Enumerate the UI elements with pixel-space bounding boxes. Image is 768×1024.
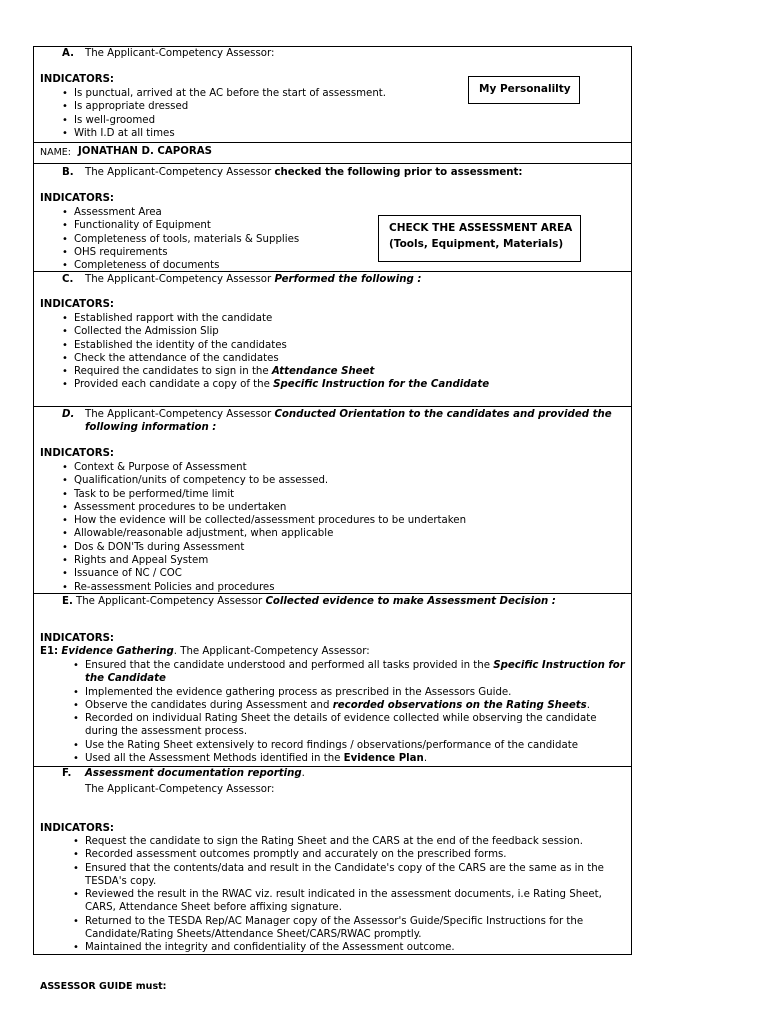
section-e-letter: E. — [62, 596, 73, 607]
list-item: • Issuance of NC / COC — [74, 567, 466, 580]
section-a-letter: A. — [62, 48, 74, 59]
section-d-letter: D. — [62, 409, 75, 420]
list-item: • Assessment procedures to be undertaken — [74, 501, 466, 514]
list-item: • OHS requirements — [74, 246, 299, 259]
list-item-continuation: the Candidate — [85, 673, 166, 685]
assessor-guide-footer: ASSESSOR GUIDE must: — [40, 981, 167, 992]
section-d-heading-cont: following information : — [85, 422, 217, 433]
section-b — [34, 164, 631, 272]
section-b-heading: The Applicant-Competency Assessor checked the following prior to assessment: — [85, 167, 523, 178]
list-item: • Is punctual, arrived at the AC before the start of assessment. — [74, 87, 386, 100]
list-item: • Is well-groomed — [74, 114, 386, 127]
list-item: • Dos & DON'Ts during Assessment — [74, 541, 466, 554]
list-item: • Provided each candidate a copy of the Specific Instruction for the Candidate — [74, 378, 489, 391]
section-d-indicators-label: INDICATORS: — [40, 448, 114, 459]
section-b-indicators-label: INDICATORS: — [40, 193, 114, 204]
list-item: • Completeness of documents — [74, 259, 299, 272]
section-f-letter: F. — [62, 768, 72, 779]
list-item-continuation: CARS, Attendance Sheet before affixing signature. — [85, 902, 342, 914]
list-item: • Completeness of tools, materials & Supplies — [74, 233, 299, 246]
section-a-indicators-label: INDICATORS: — [40, 74, 114, 85]
list-item: • Maintained the integrity and confidentiality of the Assessment outcome. — [85, 941, 604, 954]
list-item: • Use the Rating Sheet extensively to record findings / observations/performance of the candidate — [85, 739, 625, 752]
check-assessment-area-line2: (Tools, Equipment, Materials) — [389, 238, 564, 250]
section-f-indicator-list — [85, 835, 604, 955]
section-e-indicator-list — [85, 659, 625, 765]
section-b-letter: B. — [62, 167, 74, 178]
section-f-subheading: The Applicant-Competency Assessor: — [85, 784, 275, 795]
list-item: • Required the candidates to sign in the Attendance Sheet — [74, 365, 489, 378]
list-item: • Assessment Area — [74, 206, 299, 219]
name-row — [34, 142, 631, 164]
list-item: • Recorded on individual Rating Sheet the details of evidence collected while observing the candidate — [85, 712, 625, 725]
list-item: • Collected the Admission Slip — [74, 325, 489, 338]
list-item: • Established rapport with the candidate — [74, 312, 489, 325]
list-item: • Ensured that the contents/data and result in the Candidate's copy of the CARS are the same as in the — [85, 862, 604, 875]
list-item: • Context & Purpose of Assessment — [74, 461, 466, 474]
list-item: • Task to be performed/time limit — [74, 488, 466, 501]
list-item: • Established the identity of the candidates — [74, 339, 489, 352]
section-c-indicators-label: INDICATORS: — [40, 299, 114, 310]
list-item-continuation: TESDA's copy. — [85, 875, 157, 887]
check-assessment-area-box — [378, 215, 581, 262]
section-b-indicator-list — [74, 206, 299, 272]
section-e — [34, 594, 631, 767]
list-item: • Recorded assessment outcomes promptly and accurately on the prescribed forms. — [85, 848, 604, 861]
list-item-continuation: Candidate/Rating Sheets/Attendance Sheet/CARS/RWAC promptly. — [85, 929, 422, 941]
section-c-letter: C. — [62, 274, 74, 285]
section-d-heading: The Applicant-Competency Assessor Conducted Orientation to the candidates and provided the — [85, 409, 612, 420]
list-item: • Rights and Appeal System — [74, 554, 466, 567]
my-personality-box — [468, 76, 580, 104]
list-item: • How the evidence will be collected/assessment procedures to be undertaken — [74, 514, 466, 527]
list-item: • Qualification/units of competency to be assessed. — [74, 474, 466, 487]
section-e-indicators-label: INDICATORS: — [40, 633, 114, 644]
list-item: • Used all the Assessment Methods identified in the Evidence Plan. — [85, 752, 625, 765]
section-d — [34, 407, 631, 594]
list-item: • Observe the candidates during Assessment and recorded observations on the Rating Sheets. — [85, 699, 625, 712]
section-a-heading: The Applicant-Competency Assessor: — [85, 48, 275, 59]
list-item: • Reviewed the result in the RWAC viz. result indicated in the assessment documents, i.e Rating Sheet, — [85, 888, 604, 901]
section-a — [34, 47, 631, 143]
list-item: • Functionality of Equipment — [74, 219, 299, 232]
check-assessment-area-line1: CHECK THE ASSESSMENT AREA — [389, 222, 573, 234]
name-value: JONATHAN D. CAPORAS — [78, 146, 212, 157]
name-label: NAME: — [40, 147, 72, 158]
list-item: • Ensured that the candidate understood and performed all tasks provided in the Specific Instruction for — [85, 659, 625, 672]
section-e-heading: The Applicant-Competency Assessor Collected evidence to make Assessment Decision : — [76, 596, 556, 607]
list-item: • Returned to the TESDA Rep/AC Manager copy of the Assessor's Guide/Specific Instructions for the — [85, 915, 604, 928]
list-item: • Check the attendance of the candidates — [74, 352, 489, 365]
e1-evidence-gathering-heading: E1: Evidence Gathering. The Applicant-Competency Assessor: — [40, 646, 370, 657]
section-f — [34, 767, 631, 956]
my-personality-label: My Personalilty — [479, 83, 571, 95]
list-item: • Request the candidate to sign the Rating Sheet and the CARS at the end of the feedback session. — [85, 835, 604, 848]
list-item: • Re-assessment Policies and procedures — [74, 581, 466, 594]
list-item: • Allowable/reasonable adjustment, when applicable — [74, 527, 466, 540]
section-f-heading: Assessment documentation reporting. — [85, 768, 305, 779]
list-item-continuation: during the assessment process. — [85, 726, 248, 738]
section-c — [34, 272, 631, 407]
assessment-form-table — [33, 46, 632, 955]
list-item: • Is appropriate dressed — [74, 100, 386, 113]
list-item: • Implemented the evidence gathering process as prescribed in the Assessors Guide. — [85, 686, 625, 699]
section-a-indicator-list — [74, 87, 386, 140]
section-c-heading: The Applicant-Competency Assessor Performed the following : — [85, 274, 422, 285]
list-item: • With I.D at all times — [74, 127, 386, 140]
section-d-indicator-list — [74, 461, 466, 594]
section-c-indicator-list — [74, 312, 489, 392]
section-f-indicators-label: INDICATORS: — [40, 823, 114, 834]
